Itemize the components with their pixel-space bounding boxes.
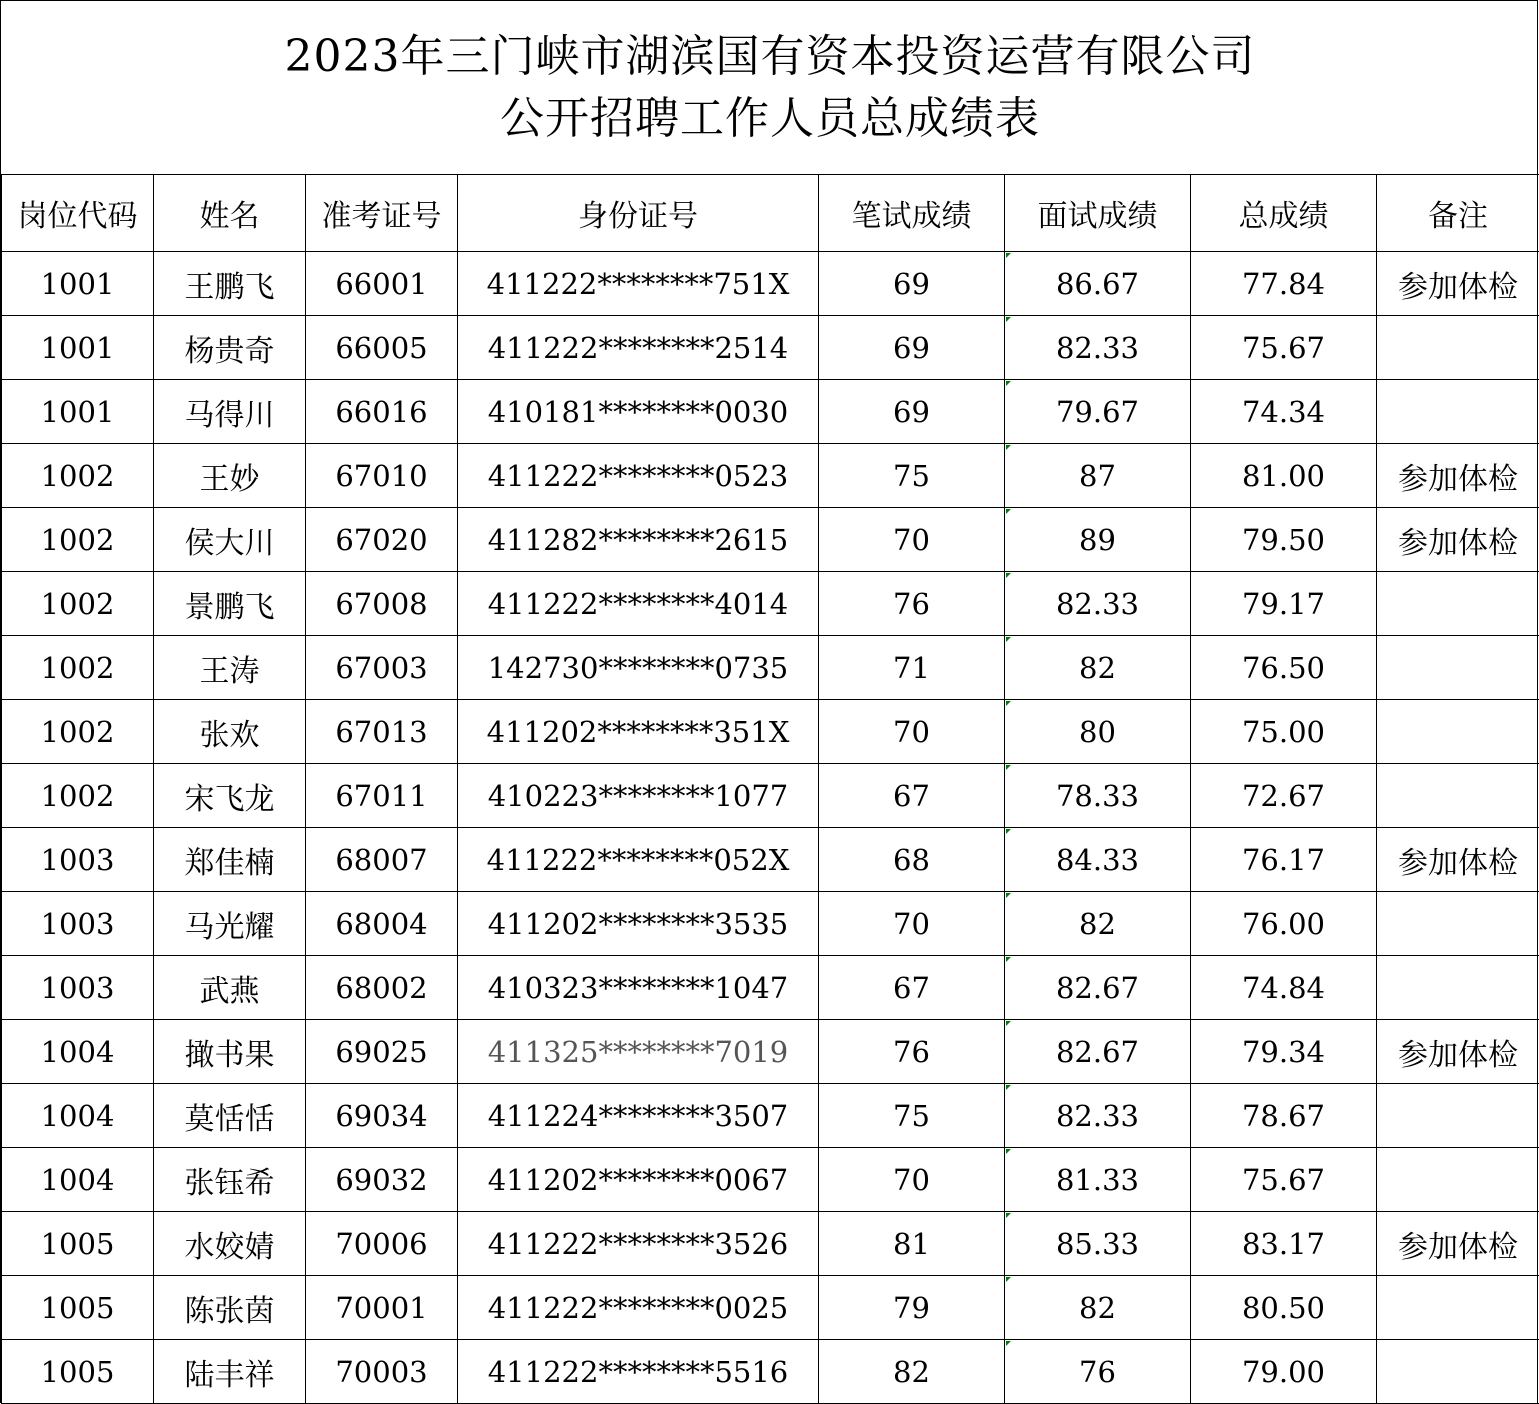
cell-written-score: 76 xyxy=(819,1020,1005,1084)
cell-position-code: 1005 xyxy=(2,1212,154,1276)
cell-total-score: 75.67 xyxy=(1191,316,1377,380)
cell-written-score: 79 xyxy=(819,1276,1005,1340)
cell-name: 张欢 xyxy=(154,700,306,764)
cell-position-code: 1003 xyxy=(2,828,154,892)
cell-name: 杨贵奇 xyxy=(154,316,306,380)
cell-interview-score: 82.33 xyxy=(1005,1084,1191,1148)
cell-interview-score: 82 xyxy=(1005,892,1191,956)
col-header-exam-number: 准考证号 xyxy=(306,175,458,252)
cell-total-score: 79.50 xyxy=(1191,508,1377,572)
cell-interview-score: 81.33 xyxy=(1005,1148,1191,1212)
table-row xyxy=(2,636,1539,700)
cell-written-score: 70 xyxy=(819,892,1005,956)
cell-id-number: 411222********4014 xyxy=(458,572,819,636)
cell-total-score: 76.50 xyxy=(1191,636,1377,700)
col-header-written-score: 笔试成绩 xyxy=(819,175,1005,252)
cell-name: 陆丰祥 xyxy=(154,1340,306,1404)
table-row xyxy=(2,572,1539,636)
cell-interview-score: 85.33 xyxy=(1005,1212,1191,1276)
cell-written-score: 67 xyxy=(819,764,1005,828)
cell-remarks: 参加体检 xyxy=(1377,1020,1539,1084)
col-header-name: 姓名 xyxy=(154,175,306,252)
table-row xyxy=(2,316,1539,380)
cell-name: 水姣婧 xyxy=(154,1212,306,1276)
cell-interview-score: 80 xyxy=(1005,700,1191,764)
cell-position-code: 1004 xyxy=(2,1020,154,1084)
cell-exam-number: 66016 xyxy=(306,380,458,444)
cell-written-score: 69 xyxy=(819,316,1005,380)
cell-interview-score: 82.33 xyxy=(1005,572,1191,636)
table-row xyxy=(2,380,1539,444)
cell-name: 景鹏飞 xyxy=(154,572,306,636)
cell-remarks xyxy=(1377,1276,1539,1340)
cell-position-code: 1001 xyxy=(2,316,154,380)
cell-position-code: 1003 xyxy=(2,956,154,1020)
col-header-interview-score: 面试成绩 xyxy=(1005,175,1191,252)
cell-exam-number: 70006 xyxy=(306,1212,458,1276)
cell-name: 宋飞龙 xyxy=(154,764,306,828)
cell-written-score: 71 xyxy=(819,636,1005,700)
cell-interview-score: 79.67 xyxy=(1005,380,1191,444)
cell-total-score: 78.67 xyxy=(1191,1084,1377,1148)
cell-total-score: 75.00 xyxy=(1191,700,1377,764)
cell-interview-score: 87 xyxy=(1005,444,1191,508)
cell-remarks: 参加体检 xyxy=(1377,252,1539,316)
cell-position-code: 1002 xyxy=(2,764,154,828)
cell-id-number: 411282********2615 xyxy=(458,508,819,572)
cell-remarks xyxy=(1377,1084,1539,1148)
cell-interview-score: 82.67 xyxy=(1005,956,1191,1020)
cell-position-code: 1002 xyxy=(2,700,154,764)
table-row xyxy=(2,252,1539,316)
cell-remarks xyxy=(1377,636,1539,700)
cell-exam-number: 69032 xyxy=(306,1148,458,1212)
title-line-1: 2023年三门峡市湖滨国有资本投资运营有限公司 xyxy=(285,26,1256,88)
cell-exam-number: 68002 xyxy=(306,956,458,1020)
cell-id-number: 411222********5516 xyxy=(458,1340,819,1404)
cell-remarks xyxy=(1377,1340,1539,1404)
cell-id-number: 410323********1047 xyxy=(458,956,819,1020)
cell-exam-number: 66005 xyxy=(306,316,458,380)
cell-remarks xyxy=(1377,572,1539,636)
cell-id-number: 142730********0735 xyxy=(458,636,819,700)
table-row xyxy=(2,1020,1539,1084)
cell-id-number: 411222********3526 xyxy=(458,1212,819,1276)
cell-total-score: 79.34 xyxy=(1191,1020,1377,1084)
cell-position-code: 1005 xyxy=(2,1276,154,1340)
score-table xyxy=(1,174,1539,1404)
cell-exam-number: 67013 xyxy=(306,700,458,764)
cell-written-score: 68 xyxy=(819,828,1005,892)
cell-total-score: 83.17 xyxy=(1191,1212,1377,1276)
table-row xyxy=(2,764,1539,828)
cell-written-score: 81 xyxy=(819,1212,1005,1276)
cell-id-number: 411202********351X xyxy=(458,700,819,764)
sheet-title xyxy=(1,1,1539,175)
cell-name: 郑佳楠 xyxy=(154,828,306,892)
cell-written-score: 70 xyxy=(819,1148,1005,1212)
cell-exam-number: 68004 xyxy=(306,892,458,956)
table-row xyxy=(2,828,1539,892)
table-row xyxy=(2,444,1539,508)
cell-remarks xyxy=(1377,764,1539,828)
cell-name: 马得川 xyxy=(154,380,306,444)
cell-position-code: 1001 xyxy=(2,380,154,444)
cell-id-number: 411222********751X xyxy=(458,252,819,316)
cell-written-score: 70 xyxy=(819,508,1005,572)
cell-id-number: 411222********0025 xyxy=(458,1276,819,1340)
cell-total-score: 81.00 xyxy=(1191,444,1377,508)
cell-id-number: 411202********3535 xyxy=(458,892,819,956)
cell-name: 王鹏飞 xyxy=(154,252,306,316)
cell-exam-number: 69034 xyxy=(306,1084,458,1148)
cell-interview-score: 78.33 xyxy=(1005,764,1191,828)
table-row xyxy=(2,956,1539,1020)
cell-exam-number: 68007 xyxy=(306,828,458,892)
cell-interview-score: 84.33 xyxy=(1005,828,1191,892)
cell-position-code: 1002 xyxy=(2,444,154,508)
table-row xyxy=(2,1084,1539,1148)
cell-name: 武燕 xyxy=(154,956,306,1020)
table-row xyxy=(2,1148,1539,1212)
cell-interview-score: 82.67 xyxy=(1005,1020,1191,1084)
cell-interview-score: 76 xyxy=(1005,1340,1191,1404)
cell-exam-number: 67020 xyxy=(306,508,458,572)
cell-name: 王妙 xyxy=(154,444,306,508)
cell-id-number: 411202********0067 xyxy=(458,1148,819,1212)
cell-written-score: 67 xyxy=(819,956,1005,1020)
cell-position-code: 1002 xyxy=(2,508,154,572)
cell-remarks xyxy=(1377,892,1539,956)
cell-exam-number: 67010 xyxy=(306,444,458,508)
cell-total-score: 76.00 xyxy=(1191,892,1377,956)
table-row xyxy=(2,892,1539,956)
table-row xyxy=(2,508,1539,572)
cell-interview-score: 82.33 xyxy=(1005,316,1191,380)
cell-remarks xyxy=(1377,1148,1539,1212)
cell-remarks: 参加体检 xyxy=(1377,1212,1539,1276)
cell-id-number: 411222********2514 xyxy=(458,316,819,380)
col-header-id-number: 身份证号 xyxy=(458,175,819,252)
cell-remarks xyxy=(1377,700,1539,764)
title-line-2: 公开招聘工作人员总成绩表 xyxy=(500,88,1040,150)
cell-written-score: 75 xyxy=(819,444,1005,508)
cell-exam-number: 66001 xyxy=(306,252,458,316)
col-header-position-code: 岗位代码 xyxy=(2,175,154,252)
cell-written-score: 69 xyxy=(819,380,1005,444)
cell-interview-score: 86.67 xyxy=(1005,252,1191,316)
cell-total-score: 79.00 xyxy=(1191,1340,1377,1404)
cell-exam-number: 67008 xyxy=(306,572,458,636)
cell-id-number: 411325********7019 xyxy=(458,1020,819,1084)
cell-written-score: 82 xyxy=(819,1340,1005,1404)
cell-id-number: 411224********3507 xyxy=(458,1084,819,1148)
cell-position-code: 1001 xyxy=(2,252,154,316)
cell-total-score: 74.34 xyxy=(1191,380,1377,444)
cell-exam-number: 70003 xyxy=(306,1340,458,1404)
cell-position-code: 1004 xyxy=(2,1084,154,1148)
cell-total-score: 74.84 xyxy=(1191,956,1377,1020)
cell-remarks: 参加体检 xyxy=(1377,828,1539,892)
cell-position-code: 1005 xyxy=(2,1340,154,1404)
cell-interview-score: 82 xyxy=(1005,1276,1191,1340)
cell-written-score: 69 xyxy=(819,252,1005,316)
cell-remarks xyxy=(1377,316,1539,380)
cell-id-number: 410181********0030 xyxy=(458,380,819,444)
cell-id-number: 411222********052X xyxy=(458,828,819,892)
cell-exam-number: 67003 xyxy=(306,636,458,700)
cell-name: 王涛 xyxy=(154,636,306,700)
cell-remarks: 参加体检 xyxy=(1377,444,1539,508)
cell-written-score: 75 xyxy=(819,1084,1005,1148)
cell-remarks xyxy=(1377,956,1539,1020)
table-row xyxy=(2,1276,1539,1340)
cell-written-score: 70 xyxy=(819,700,1005,764)
cell-total-score: 77.84 xyxy=(1191,252,1377,316)
cell-total-score: 72.67 xyxy=(1191,764,1377,828)
cell-exam-number: 67011 xyxy=(306,764,458,828)
cell-interview-score: 82 xyxy=(1005,636,1191,700)
cell-total-score: 79.17 xyxy=(1191,572,1377,636)
table-body xyxy=(2,252,1539,1404)
table-row xyxy=(2,1212,1539,1276)
cell-name: 张钰希 xyxy=(154,1148,306,1212)
cell-name: 莫恬恬 xyxy=(154,1084,306,1148)
col-header-total-score: 总成绩 xyxy=(1191,175,1377,252)
col-header-remarks: 备注 xyxy=(1377,175,1539,252)
cell-remarks: 参加体检 xyxy=(1377,508,1539,572)
cell-position-code: 1002 xyxy=(2,636,154,700)
cell-position-code: 1003 xyxy=(2,892,154,956)
cell-remarks xyxy=(1377,380,1539,444)
table-row xyxy=(2,700,1539,764)
header-row xyxy=(2,175,1539,252)
cell-position-code: 1002 xyxy=(2,572,154,636)
cell-interview-score: 89 xyxy=(1005,508,1191,572)
cell-id-number: 410223********1077 xyxy=(458,764,819,828)
cell-exam-number: 69025 xyxy=(306,1020,458,1084)
table-row xyxy=(2,1340,1539,1404)
cell-name: 马光耀 xyxy=(154,892,306,956)
cell-exam-number: 70001 xyxy=(306,1276,458,1340)
cell-name: 撖书果 xyxy=(154,1020,306,1084)
cell-id-number: 411222********0523 xyxy=(458,444,819,508)
cell-written-score: 76 xyxy=(819,572,1005,636)
cell-total-score: 80.50 xyxy=(1191,1276,1377,1340)
cell-name: 侯大川 xyxy=(154,508,306,572)
cell-position-code: 1004 xyxy=(2,1148,154,1212)
cell-name: 陈张茵 xyxy=(154,1276,306,1340)
cell-total-score: 75.67 xyxy=(1191,1148,1377,1212)
cell-total-score: 76.17 xyxy=(1191,828,1377,892)
